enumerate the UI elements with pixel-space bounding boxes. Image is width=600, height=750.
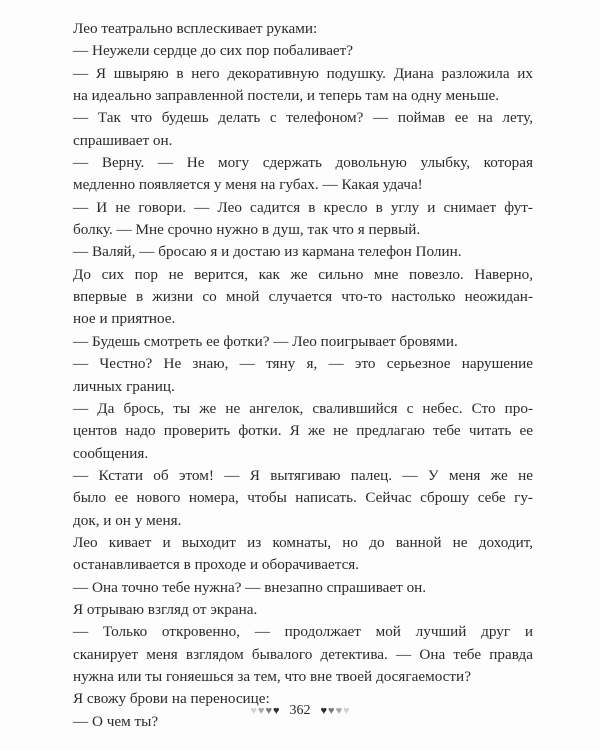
- text-line: — И не говори. — Лео садится в кресло в углу и снимает фут-: [73, 198, 533, 216]
- text-line: — Да брось, ты же не ангелок, свалившийся с небес. Сто про-: [73, 399, 533, 417]
- text-line: док, и он у меня.: [73, 511, 182, 529]
- text-line: — Неужели сердце до сих пор побаливает?: [73, 42, 354, 60]
- text-line: Лео кивает и выходит из комнаты, но до ванной не доходит,: [73, 533, 533, 551]
- text-line: — Она точно тебе нужна? — внезапно спрашивает он.: [73, 578, 427, 596]
- left-hearts-ornament: [250, 706, 279, 717]
- text-line: болку. — Мне срочно нужно в душ, так что я первый.: [73, 221, 421, 239]
- text-line: Я свожу брови на переносице:: [73, 690, 270, 708]
- text-line: сообщения.: [73, 444, 149, 462]
- text-line: Я отрываю взгляд от экрана.: [73, 600, 258, 618]
- text-line: Лео театрально всплескивает руками:: [73, 20, 318, 37]
- text-line: ное и приятное.: [73, 310, 176, 328]
- text-line: на идеально заправленной постели, и теперь там на одну меньше.: [73, 87, 500, 105]
- heart-icon: ♥: [343, 704, 350, 717]
- text-line: — Честно? Не знаю, — тяну я, — это серьезное нарушение: [73, 355, 533, 373]
- page-footer: [0, 703, 600, 719]
- text-line: центов надо проверить фотки. Я же не предлагаю тебе читать ее: [73, 422, 533, 440]
- text-line: сканирует меня взглядом бывалого детектива. — Она тебе правда: [73, 645, 533, 663]
- text-line: До сих пор не верится, как же сильно мне повезло. Наверно,: [73, 265, 533, 283]
- heart-icon: ♥: [335, 704, 343, 717]
- text-line: нужна или ты гоняешься за тем, что вне твоей досягаемости?: [73, 667, 471, 685]
- heart-icon: ♥: [257, 704, 265, 717]
- heart-icon: ♥: [265, 704, 272, 717]
- text-line: медленно появляется у меня на губах. — Какая удача!: [73, 176, 423, 194]
- text-line: — О чем ты?: [73, 712, 159, 730]
- text-line: — Валяй, — бросаю я и достаю из кармана телефон Полин.: [73, 243, 462, 261]
- heart-icon: ♥: [250, 704, 257, 717]
- text-line: — Только откровенно, — продолжает мой лучший друг и: [73, 623, 533, 641]
- text-line: личных границ.: [73, 377, 175, 395]
- text-line: — Верну. — Не могу сдержать довольную улыбку, которая: [73, 154, 533, 172]
- heart-icon: ♥: [328, 704, 335, 717]
- page-number: 362: [289, 703, 311, 718]
- heart-icon: ♥: [320, 704, 328, 717]
- right-hearts-ornament: [321, 706, 350, 717]
- text-line: было ее нового номера, чтобы написать. Сейчас сброшу себе гу-: [73, 489, 533, 507]
- text-line: — Я швыряю в него декоративную подушку. Диана разложила их: [73, 64, 533, 82]
- text-line: останавливается в проходе и оборачивается.: [73, 556, 360, 574]
- page-text: [73, 18, 533, 733]
- text-line: — Кстати об этом! — Я вытягиваю палец. — У меня же не: [73, 466, 533, 484]
- text-line: — Будешь смотреть ее фотки? — Лео поигрывает бровями.: [73, 332, 458, 350]
- text-line: — Так что будешь делать с телефоном? — поймав ее на лету,: [73, 109, 533, 127]
- heart-icon: ♥: [272, 704, 280, 717]
- text-line: впервые в жизни со мной случается что-то настолько неожидан-: [73, 288, 533, 306]
- text-line: спрашивает он.: [73, 131, 173, 149]
